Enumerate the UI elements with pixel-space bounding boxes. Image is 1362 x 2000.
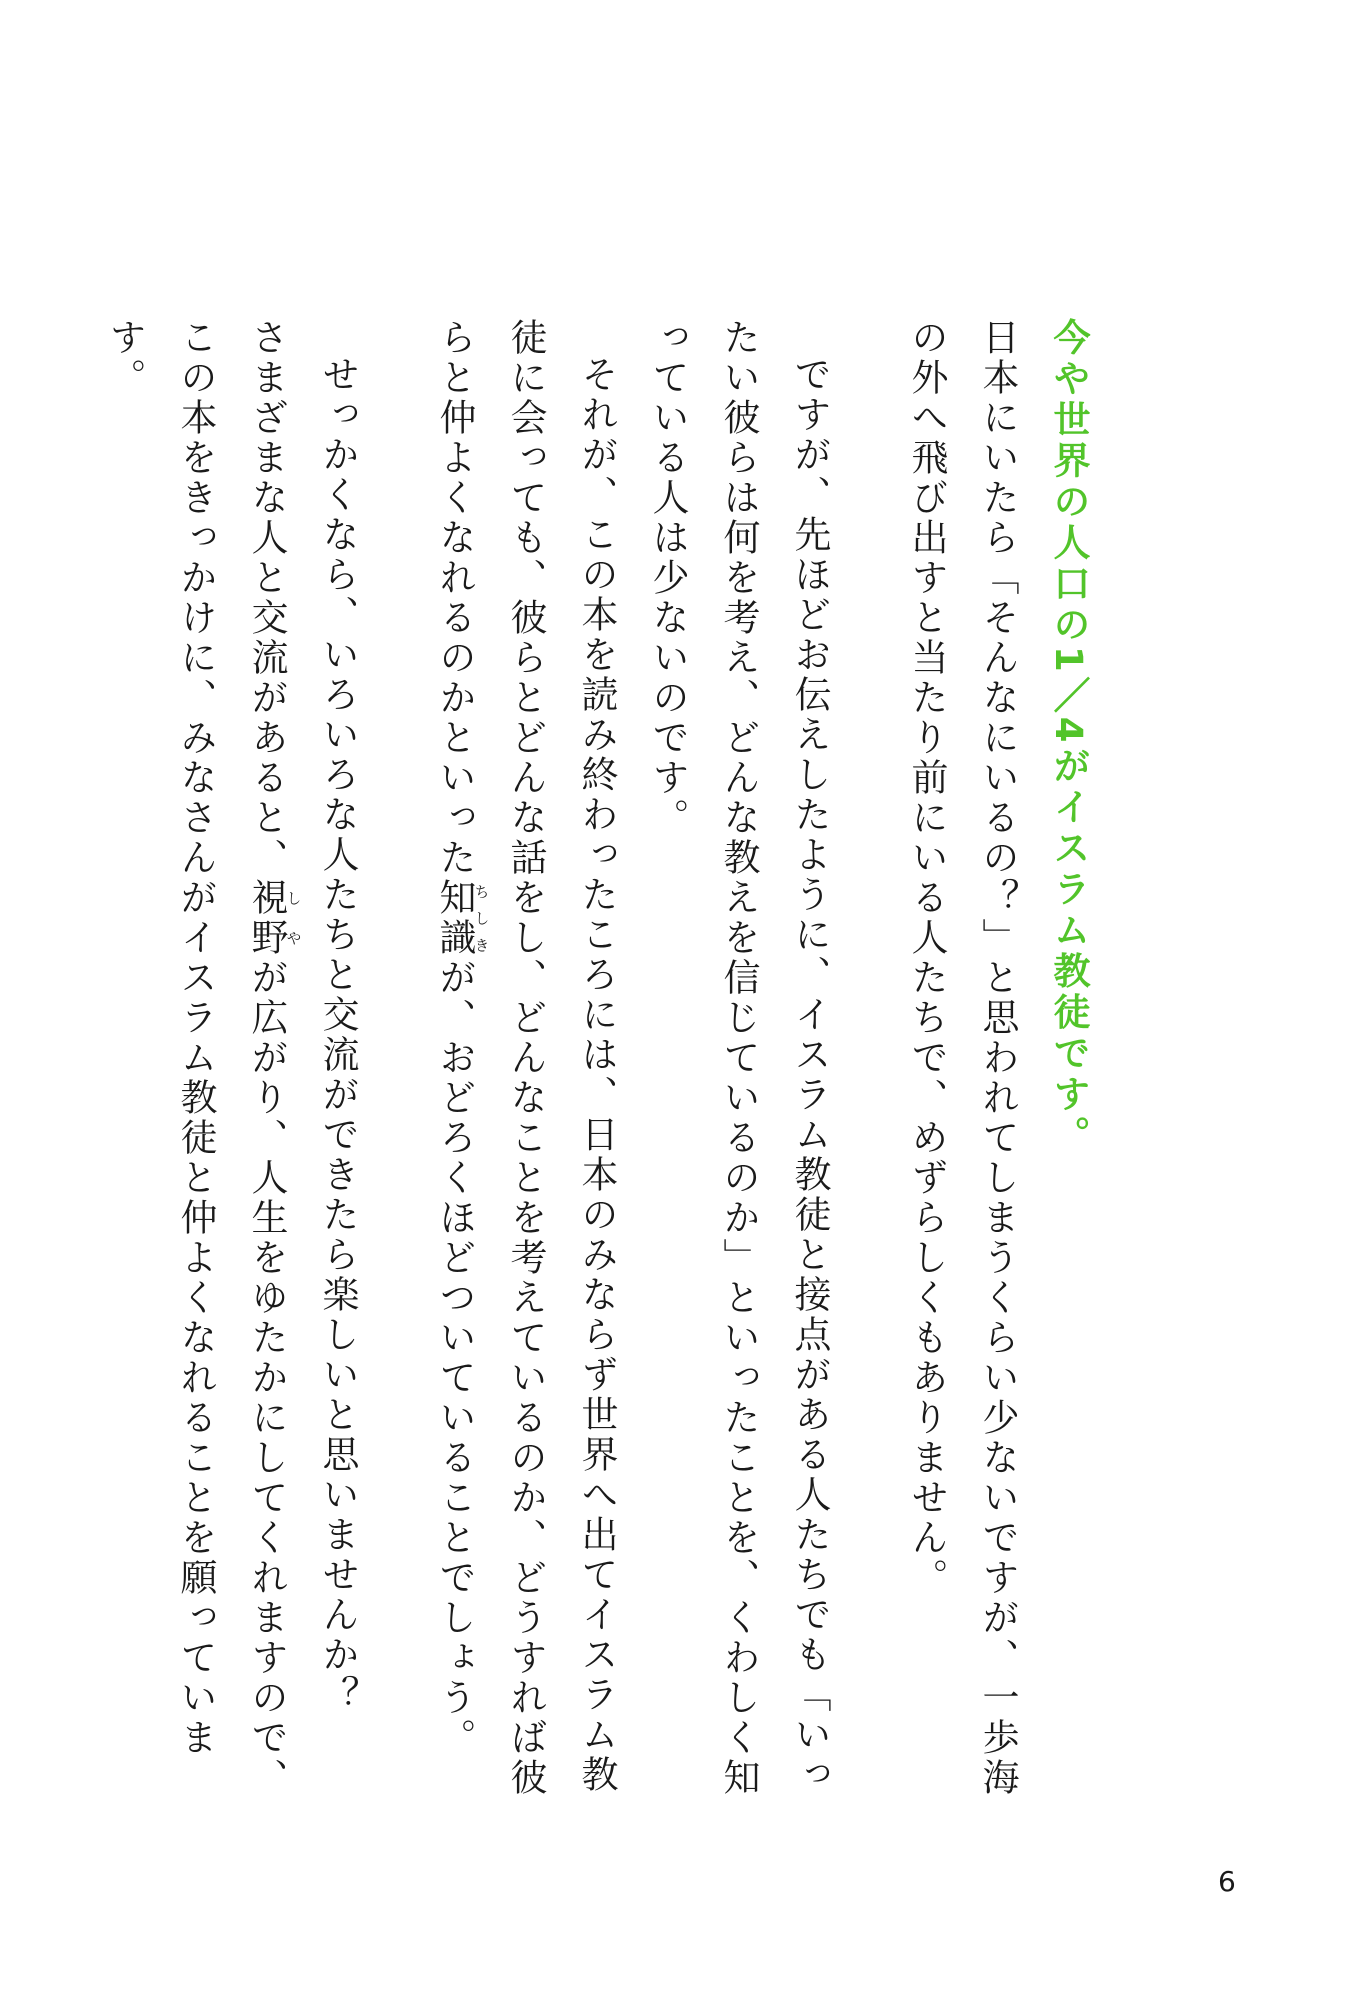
paragraph-4-text-b: が広がり、人生をゆたかにしてくれますので、この本をきっかけに、みなさんがイスラム教徒と仲よくなれることを願っています。 (103, 318, 288, 1798)
ruby-shiya (245, 878, 303, 958)
vertical-text-body (89, 318, 1104, 1818)
paragraph-3-text-b: が、おどろくほどついていることでしょう。 (433, 958, 476, 1758)
paragraph-3 (419, 318, 632, 1818)
paragraph-4-text-a: さまざまな人と交流があると、 (245, 318, 288, 878)
ruby-shiya-base: 視野 (245, 878, 288, 958)
paragraph-1: 日本にいたら「そんなにいるの？」と思われてしまうくらい少ないですが、一歩海の外へ飛び出すと当たり前にいる人たちで、めずらしくもありません。 (905, 318, 1019, 1798)
paragraph-2: ですが、先ほどお伝えしたように、イスラム教徒と接点がある人たちでも「いったい彼らは何を考え、どんな教えを信じているのか」といったことを、くわしく知っている人は少ないのです。 (646, 318, 831, 1798)
ruby-chishiki (433, 878, 491, 958)
paragraph-4 (89, 318, 302, 1818)
paragraph-3-text-a: それが、この本を読み終わったころには、日本のみならず世界へ出てイスラム教徒に会っても、彼らとどんな話をし、どんなことを考えているのか、どうすれば彼らと仲よくなれるのかといった (433, 318, 618, 1798)
ruby-shiya-reading: しや (284, 878, 303, 958)
section-heading: 今や世界の人口の1／4がイスラム教徒です。 (1047, 318, 1090, 1157)
paragraph-4-line-1: せっかくなら、いろいろな人たちと交流ができたら楽しいと思いませんか？ (316, 355, 359, 1715)
ruby-chishiki-base: 知識 (433, 878, 476, 958)
page-number: 6 (1218, 1865, 1236, 1898)
ruby-chishiki-reading: ちしき (472, 878, 491, 958)
